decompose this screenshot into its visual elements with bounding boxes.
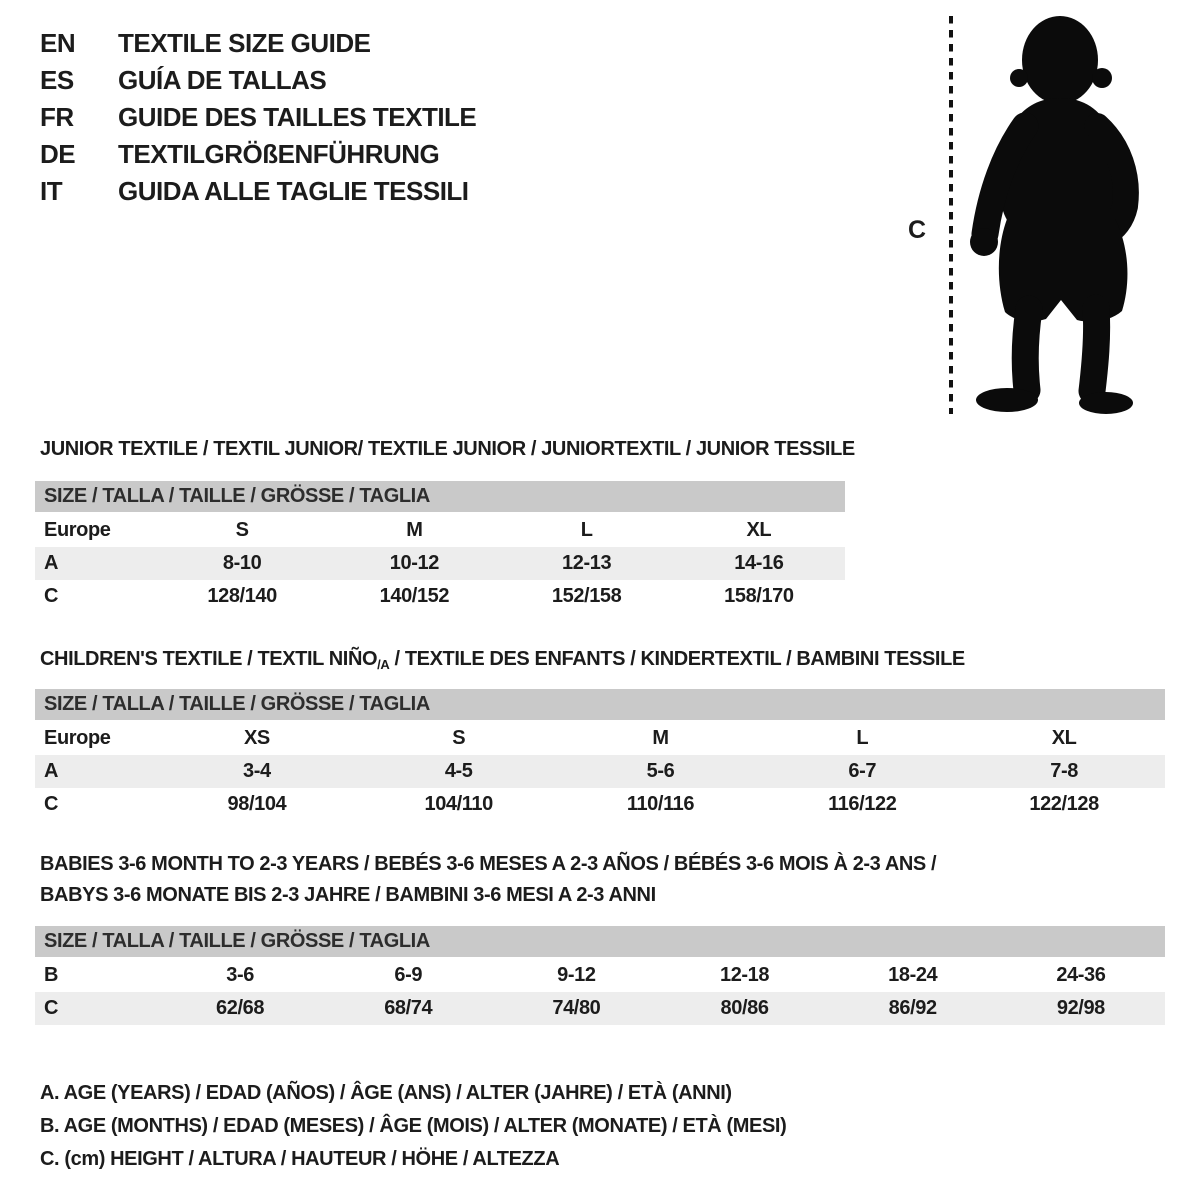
table-row (35, 580, 845, 613)
table-row (35, 788, 1165, 821)
row-label: C (44, 793, 59, 815)
size-value-cell: 104/110 (424, 793, 493, 815)
size-value-cell: 110/116 (626, 793, 695, 815)
language-code: DE (40, 139, 76, 169)
section-title-babies-line1: BABIES 3-6 MONTH TO 2-3 YEARS / BEBÉS 3-6 MESES A 2-3 AÑOS / BÉBÉS 3-6 MOIS À 2-3 ANS / (40, 853, 937, 875)
size-value-cell: 12-13 (562, 552, 612, 574)
size-value-cell: 74/80 (552, 997, 601, 1019)
size-value-cell: 140/152 (379, 585, 450, 607)
size-value-cell: 24-36 (1056, 964, 1106, 986)
table-row (35, 514, 845, 547)
language-row-fr (40, 102, 476, 139)
size-value-cell: 6-7 (848, 760, 877, 782)
size-value-cell: 68/74 (384, 997, 433, 1019)
section-title-babies-line2: BABYS 3-6 MONATE BIS 2-3 JAHRE / BAMBINI 3-6 MESI A 2-3 ANNI (40, 884, 656, 906)
section-title-junior: JUNIOR TEXTILE / TEXTIL JUNIOR/ TEXTILE JUNIOR / JUNIORTEXTIL / JUNIOR TESSILE (40, 438, 855, 460)
row-label: B (44, 964, 59, 986)
size-value-cell: 5-6 (646, 760, 675, 782)
size-value-cell: 18-24 (888, 964, 938, 986)
title-subscript: /A (377, 657, 390, 672)
language-code: ES (40, 65, 74, 95)
row-label: A (44, 552, 59, 574)
size-value-cell: 9-12 (557, 964, 596, 986)
language-label: TEXTILE SIZE GUIDE (118, 28, 371, 58)
size-value-cell: 128/140 (207, 585, 277, 607)
table-row (35, 547, 845, 580)
table-row (35, 992, 1165, 1025)
language-code: IT (40, 176, 63, 206)
size-value-cell: 80/86 (720, 997, 769, 1019)
size-value-cell: 98/104 (227, 793, 287, 815)
size-value-cell: 92/98 (1056, 997, 1105, 1019)
size-header-bar: SIZE / TALLA / TAILLE / GRÖSSE / TAGLIA (35, 481, 845, 512)
language-label: GUIDA ALLE TAGLIE TESSILI (118, 176, 469, 206)
height-measure-label: C (907, 216, 927, 244)
language-label: GUIDE DES TAILLES TEXTILE (118, 102, 477, 132)
legend (40, 1077, 786, 1176)
row-label: C (44, 997, 59, 1019)
table-row (35, 959, 1165, 992)
size-value-cell: 62/68 (216, 997, 265, 1019)
size-value-cell: 3-6 (226, 964, 254, 986)
size-value-cell: S (452, 727, 466, 749)
babies-size-table (35, 926, 1165, 1025)
size-value-cell: 122/128 (1029, 793, 1099, 815)
size-value-cell: S (235, 519, 249, 541)
size-table-grid (35, 722, 1165, 821)
child-silhouette (970, 16, 1133, 414)
language-row-en (40, 28, 476, 65)
size-header-bar: SIZE / TALLA / TAILLE / GRÖSSE / TAGLIA (35, 689, 1165, 720)
children-size-table (35, 689, 1165, 821)
size-table-grid (35, 959, 1165, 1025)
section-title-children: CHILDREN'S TEXTILE / TEXTIL $NIÑO_{/A}$ / TEXTILE DES ENFANTS / KINDERTEXTIL / BAMBINI TESSILE (40, 648, 965, 672)
language-row-it (40, 176, 476, 213)
size-value-cell: 6-9 (394, 964, 423, 986)
legend-height-cm: C. (cm) HEIGHT / ALTURA / HAUTEUR / HÖHE / ALTEZZA (40, 1148, 560, 1170)
language-label: TEXTILGRÖßENFÜHRUNG (118, 139, 440, 169)
size-value-cell: 12-18 (719, 964, 770, 986)
size-value-cell: 116/122 (828, 793, 897, 815)
size-value-cell: XS (243, 727, 270, 749)
size-value-cell: 10-12 (389, 552, 439, 574)
size-value-cell: 158/170 (724, 585, 794, 607)
size-value-cell: L (580, 519, 593, 541)
child-silhouette-figure (935, 12, 1150, 416)
language-code: EN (40, 28, 76, 58)
table-row (35, 722, 1165, 755)
language-row-de (40, 139, 476, 176)
size-value-cell: XL (746, 519, 772, 541)
size-value-cell: XL (1051, 727, 1077, 749)
size-value-cell: M (652, 727, 669, 749)
row-label: Europe (44, 519, 111, 541)
size-value-cell: L (856, 727, 869, 749)
size-value-cell: 86/92 (888, 997, 937, 1019)
language-row-es (40, 65, 476, 102)
row-label: A (44, 760, 59, 782)
row-label: Europe (44, 727, 111, 749)
size-value-cell: 8-10 (222, 552, 262, 574)
legend-age-months: B. AGE (MONTHS) / EDAD (MESES) / ÂGE (MOIS) / ALTER (MONATE) / ETÀ (MESI) (40, 1115, 787, 1137)
row-label: C (44, 585, 59, 607)
size-value-cell: 3-4 (243, 760, 271, 782)
table-row (35, 755, 1165, 788)
junior-size-table (35, 481, 845, 613)
size-value-cell: 152/158 (551, 585, 622, 607)
size-header-bar: SIZE / TALLA / TAILLE / GRÖSSE / TAGLIA (35, 926, 1165, 957)
size-value-cell: 4-5 (444, 760, 473, 782)
language-code: FR (40, 102, 74, 132)
size-table-grid (35, 514, 845, 613)
size-value-cell: 7-8 (1050, 760, 1078, 782)
language-list (40, 28, 476, 213)
size-value-cell: 14-16 (734, 552, 784, 574)
language-label: GUÍA DE TALLAS (118, 65, 327, 95)
size-value-cell: M (406, 519, 423, 541)
legend-age-years: A. AGE (YEARS) / EDAD (AÑOS) / ÂGE (ANS) / ALTER (JAHRE) / ETÀ (ANNI) (40, 1082, 732, 1104)
